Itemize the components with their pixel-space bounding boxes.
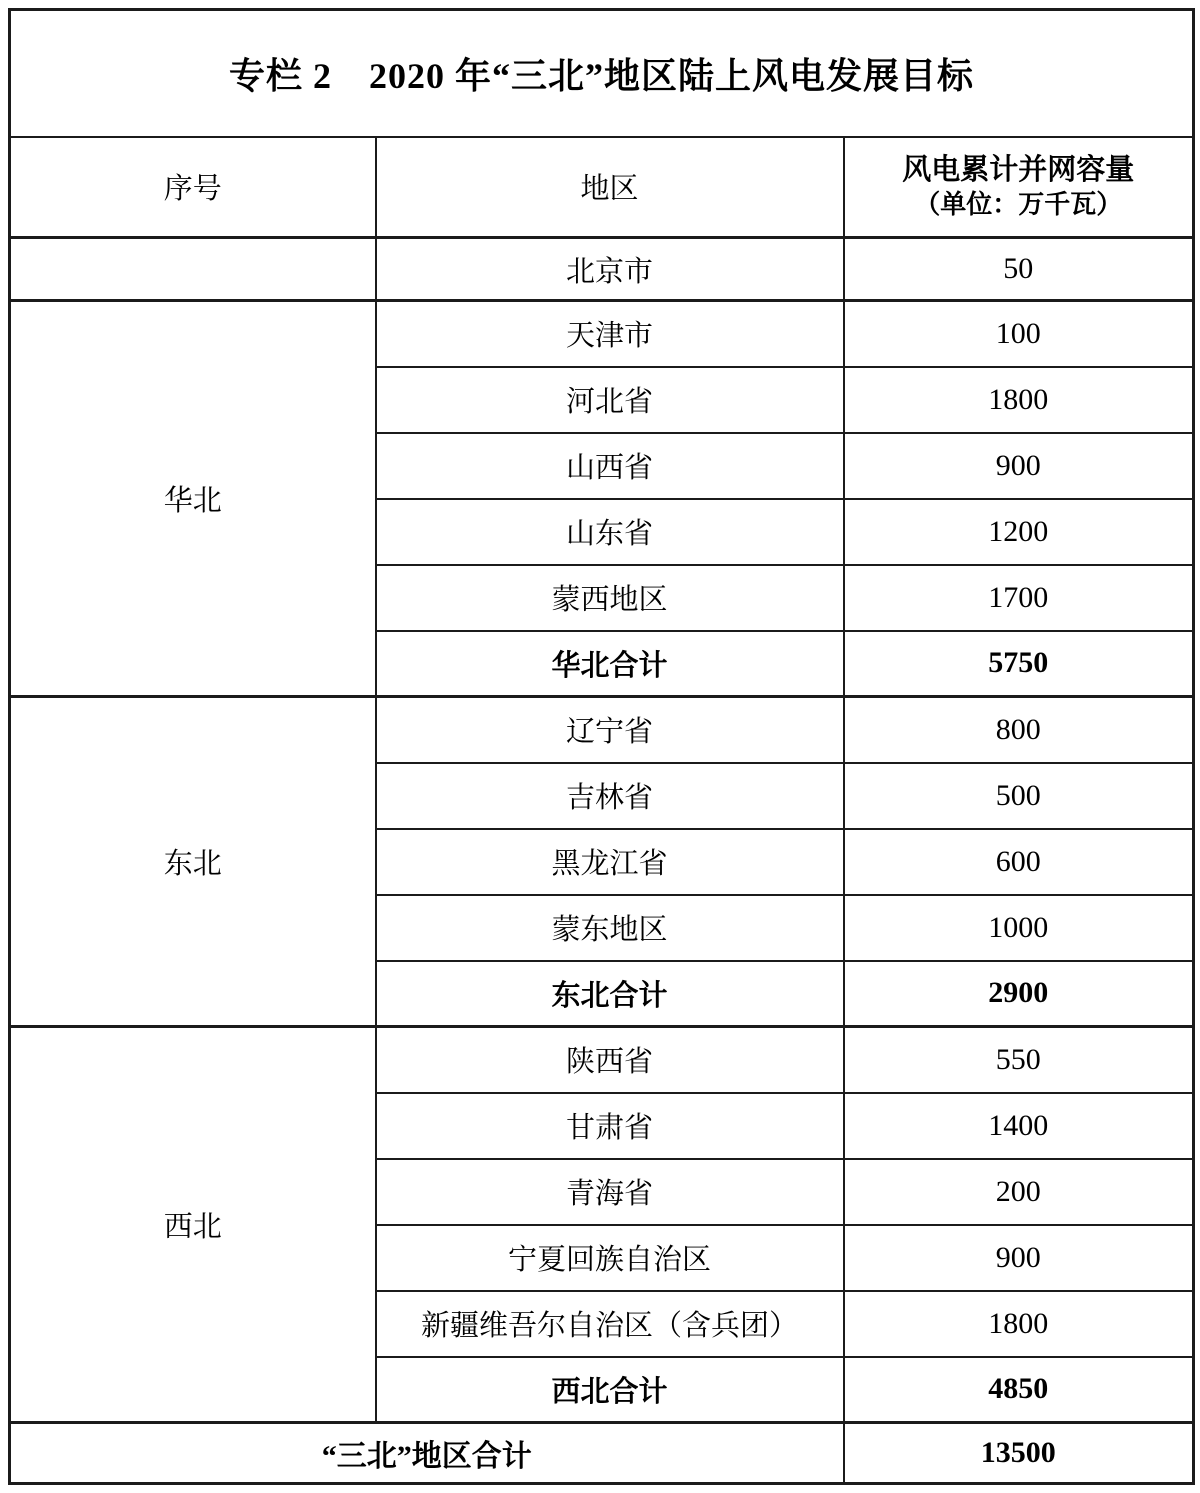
region-cell: 北京市 [376, 238, 844, 301]
table-row [10, 301, 1194, 367]
value-cell: 50 [844, 238, 1194, 301]
subtotal-value-cell: 4850 [844, 1357, 1194, 1423]
value-cell: 550 [844, 1027, 1194, 1093]
subtotal-label-cell: 华北合计 [376, 631, 844, 697]
header-serial: 序号 [10, 137, 376, 238]
header-capacity [844, 137, 1194, 238]
serial-cell-empty [10, 238, 376, 301]
value-cell: 800 [844, 697, 1194, 763]
value-cell: 600 [844, 829, 1194, 895]
value-cell: 900 [844, 433, 1194, 499]
value-cell: 1000 [844, 895, 1194, 961]
group-cell-xibei: 西北 [10, 1027, 376, 1423]
value-cell: 1400 [844, 1093, 1194, 1159]
value-cell: 1700 [844, 565, 1194, 631]
region-cell: 黑龙江省 [376, 829, 844, 895]
header-row [10, 137, 1194, 238]
region-cell: 新疆维吾尔自治区（含兵团） [376, 1291, 844, 1357]
value-cell: 1800 [844, 1291, 1194, 1357]
region-cell: 天津市 [376, 301, 844, 367]
value-cell: 900 [844, 1225, 1194, 1291]
region-cell: 甘肃省 [376, 1093, 844, 1159]
header-capacity-unit: （单位：万千瓦） [914, 189, 1123, 219]
subtotal-label-cell: 东北合计 [376, 961, 844, 1027]
region-cell: 山西省 [376, 433, 844, 499]
table-title: 专栏 2 2020 年“三北”地区陆上风电发展目标 [10, 10, 1194, 137]
region-cell: 吉林省 [376, 763, 844, 829]
value-cell: 1800 [844, 367, 1194, 433]
group-cell-dongbei: 东北 [10, 697, 376, 1027]
header-region: 地区 [376, 137, 844, 238]
value-cell: 200 [844, 1159, 1194, 1225]
subtotal-value-cell: 5750 [844, 631, 1194, 697]
header-capacity-title: 风电累计并网容量 [902, 154, 1135, 187]
region-cell: 河北省 [376, 367, 844, 433]
region-cell: 宁夏回族自治区 [376, 1225, 844, 1291]
table-row [10, 697, 1194, 763]
subtotal-label-cell: 西北合计 [376, 1357, 844, 1423]
title-row [10, 10, 1194, 137]
wind-power-target-table [8, 8, 1195, 1485]
table-row-beijing [10, 238, 1194, 301]
value-cell: 500 [844, 763, 1194, 829]
region-cell: 蒙东地区 [376, 895, 844, 961]
region-cell: 蒙西地区 [376, 565, 844, 631]
region-cell: 辽宁省 [376, 697, 844, 763]
grand-total-row [10, 1423, 1194, 1484]
value-cell: 1200 [844, 499, 1194, 565]
value-cell: 100 [844, 301, 1194, 367]
region-cell: 山东省 [376, 499, 844, 565]
region-cell: 青海省 [376, 1159, 844, 1225]
region-cell: 陕西省 [376, 1027, 844, 1093]
subtotal-value-cell: 2900 [844, 961, 1194, 1027]
grand-total-value-cell: 13500 [844, 1423, 1194, 1484]
grand-total-label-cell: “三北”地区合计 [10, 1423, 844, 1484]
table-row [10, 1027, 1194, 1093]
group-cell-huabei: 华北 [10, 301, 376, 697]
